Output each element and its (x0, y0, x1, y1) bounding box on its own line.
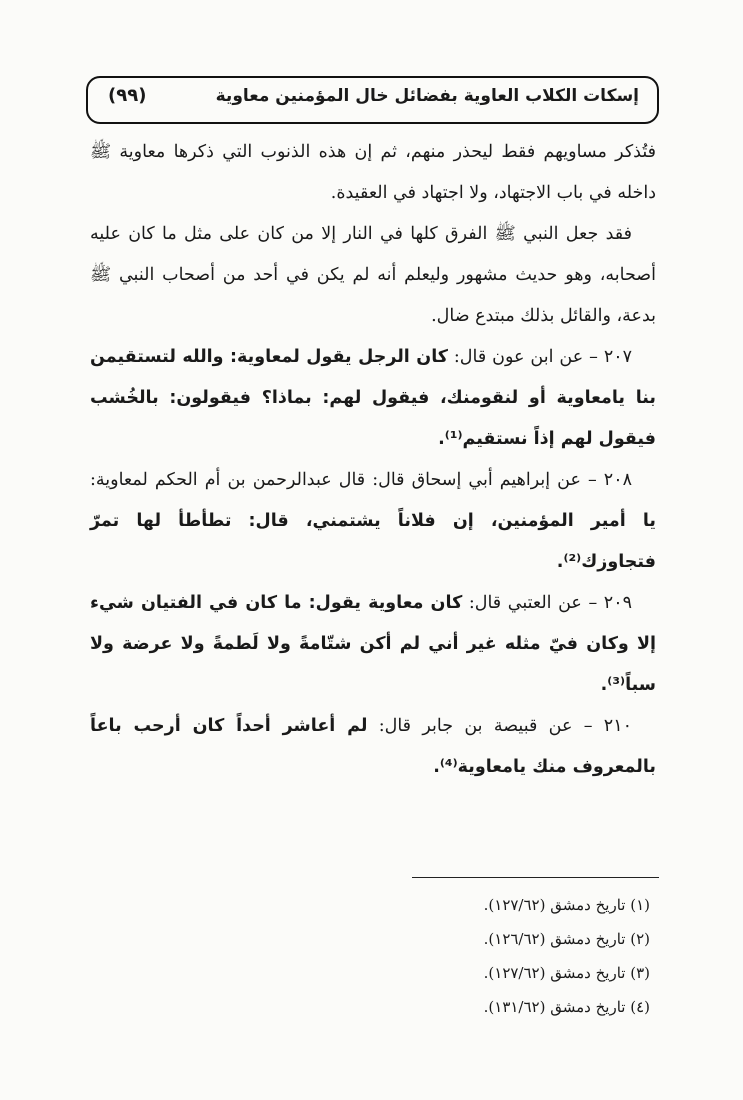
hadith-208-text: يا أمير المؤمنين، إن فلاناً يشتمني، قال: تطأطأ لها تمرّ فتجاوزك⁽²⁾. (90, 511, 656, 572)
running-header (86, 76, 659, 124)
footnote-3: (٣) تاريخ دمشق (١٢٧/٦٢). (483, 964, 650, 982)
footnote-4: (٤) تاريخ دمشق (١٣١/٦٢). (483, 998, 650, 1016)
paragraph-2-text: فقد جعل النبي ﷺ الفرق كلها في النار إلا من كان على مثل ما كان عليه أصحابه، وهو حديث مشهور وليعلم أنه لم يكن في أحد من أصحاب النبي ﷺ بدعة، والقائل بذلك مبتدع ضال. (90, 224, 656, 326)
paragraph-2 (90, 214, 656, 337)
footnotes (90, 888, 650, 1024)
main-text (90, 132, 656, 788)
hadith-210-intro: ٢١٠ – عن قبيصة بن جابر قال: (367, 716, 632, 736)
hadith-207-text: كان الرجل يقول لمعاوية: والله لتستقيمن بنا يامعاوية أو لنقومنك، فيقول لهم: بماذا؟ فيقولون: بالخُشب فيقول لهم إذاً نستقيم⁽¹⁾. (90, 347, 656, 449)
footnote-divider (412, 877, 659, 878)
hadith-207-intro: ٢٠٧ – عن ابن عون قال: (447, 347, 633, 367)
hadith-209 (90, 583, 656, 706)
paragraph-1: فتُذكر مساويهم فقط ليحذر منهم، ثم إن هذه الذنوب التي ذكرها معاوية ﷺ داخله في باب الاجتهاد، ولا اجتهاد في العقيدة. (90, 142, 656, 203)
hadith-210 (90, 706, 656, 788)
book-title: إسكات الكلاب العاوية بفضائل خال المؤمنين معاوية (215, 86, 639, 106)
hadith-209-intro: ٢٠٩ – عن العتبي قال: (462, 593, 632, 613)
hadith-207 (90, 337, 656, 460)
hadith-208 (90, 460, 656, 583)
hadith-209-text: كان معاوية يقول: ما كان في الفتيان شيء إلا وكان فيّ مثله غير أني لم أكن شتّامةً ولا لَطمةً ولا عرضة ولا سباً⁽³⁾. (90, 593, 656, 695)
page-number: (٩٩) (108, 85, 147, 106)
footnote-1: (١) تاريخ دمشق (١٢٧/٦٢). (483, 896, 650, 914)
hadith-208-intro: ٢٠٨ – عن إبراهيم أبي إسحاق قال: قال عبدالرحمن بن أم الحكم لمعاوية: (90, 470, 632, 490)
footnote-2: (٢) تاريخ دمشق (١٢٦/٦٢). (483, 930, 650, 948)
hadith-210-text: لم أعاشر أحداً كان أرحب باعاً بالمعروف منك يامعاوية⁽⁴⁾. (90, 716, 656, 777)
